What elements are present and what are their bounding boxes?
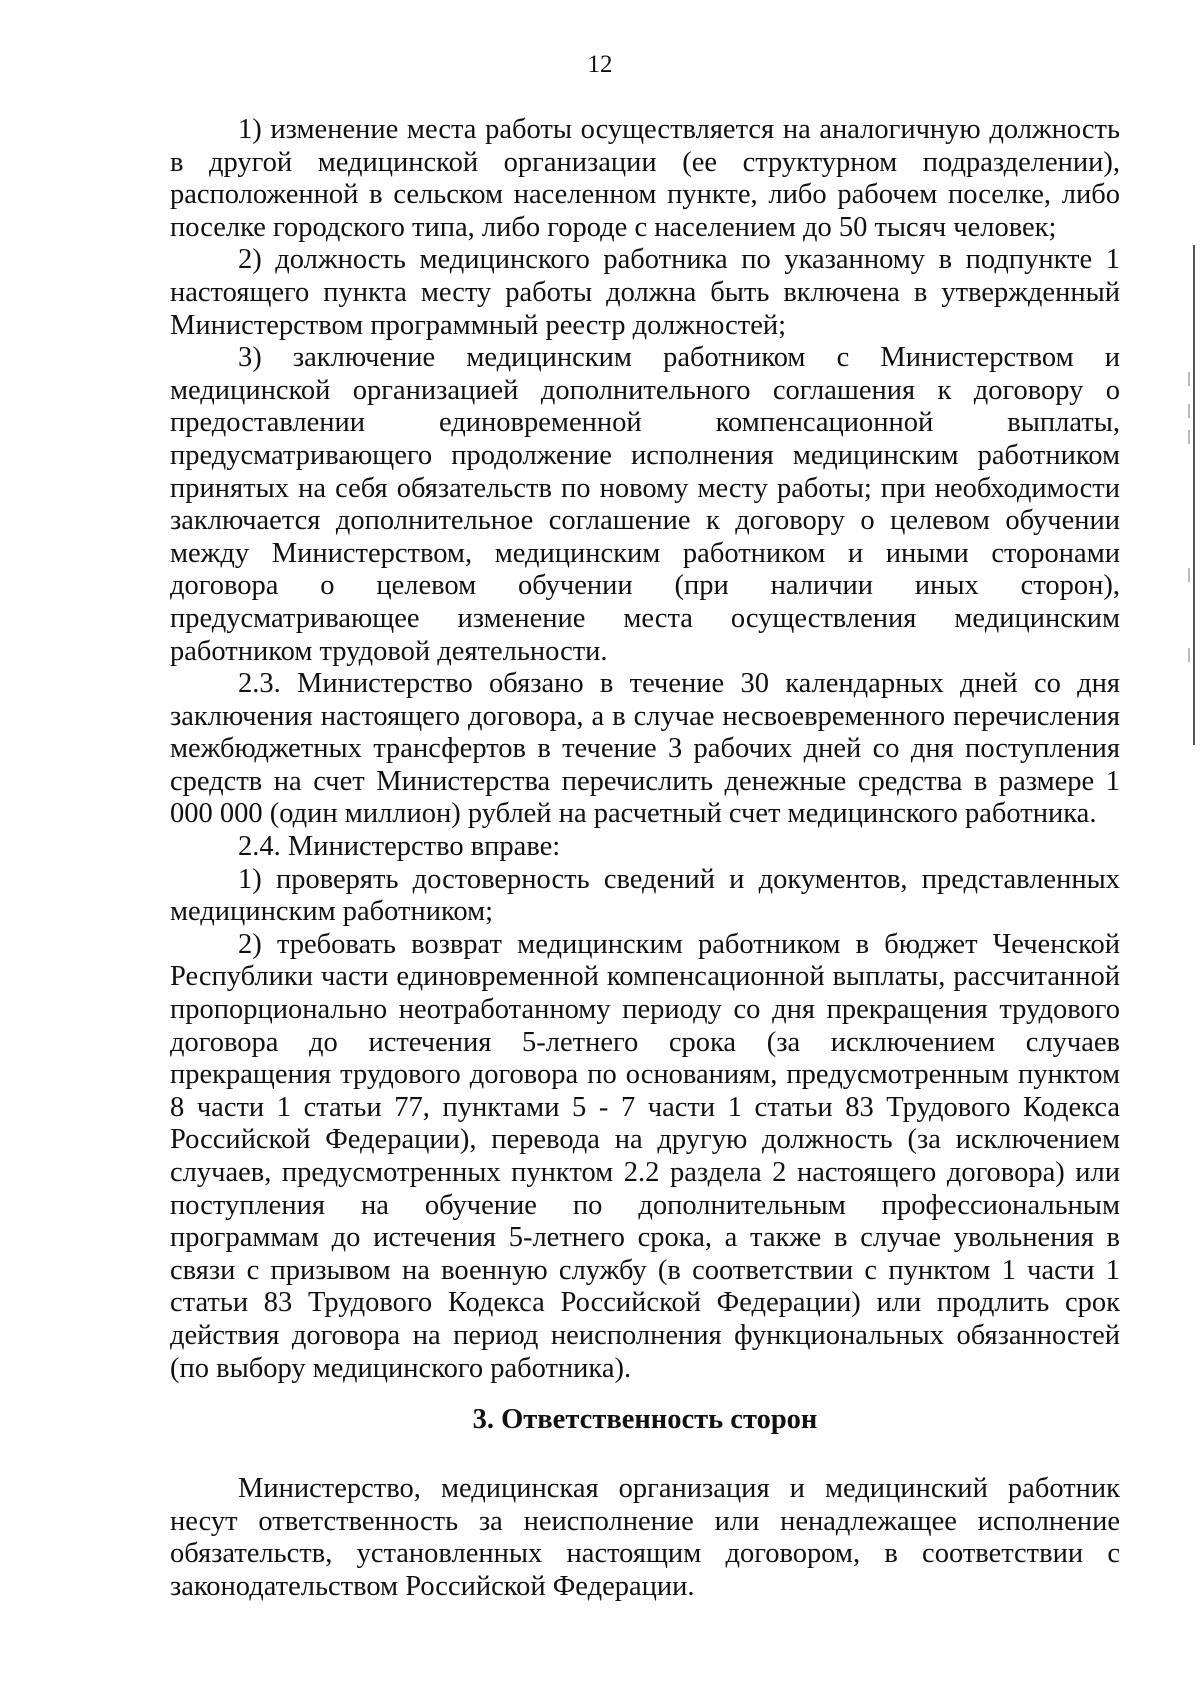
scan-artifact (1188, 648, 1190, 662)
paragraph-2-3: 2.3. Министерство обязано в течение 30 календарных дней со дня заключения настоящего договора, а в случае несвоевременного перечисления межбюджетных трансфертов в течение 3 рабочих дней со дня поступления средств на счет Министерства перечислить денежные средства в размере 1 000 000 (один миллион) рублей на расчетный счет медицинского работника. (170, 668, 1120, 830)
document-body (170, 114, 1120, 1385)
scan-artifact (1188, 404, 1190, 418)
scan-artifact (1188, 372, 1190, 386)
paragraph-2-2-item-3: 3) заключение медицинским работником с Министерством и медицинской организацией дополнительного соглашения к договору о предоставлении единовременной компенсационной выплаты, предусматривающего продолжение исполнения медицинским работником принятых на себя обязательств по новому месту работы; при необходимости заключается дополнительное соглашение к договору о целевом обучении между Министерством, медицинским работником и иными сторонами договора о целевом обучении (при наличии иных сторон), предусматривающее изменение места осуществления медицинским работником трудовой деятельности. (170, 342, 1120, 667)
paragraph-2-4-item-2: 2) требовать возврат медицинским работником в бюджет Чеченской Республики части единовременной компенсационной выплаты, рассчитанной пропорционально неотработанному периоду со дня прекращения трудового договора до истечения 5-летнего срока (за исключением случаев прекращения трудового договора по основаниям, предусмотренным пунктом 8 части 1 статьи 77, пунктами 5 - 7 части 1 статьи 83 Трудового Кодекса Российской Федерации), перевода на другую должность (за исключением случаев, предусмотренных пунктом 2.2 раздела 2 настоящего договора) или поступления на обучение по дополнительным профессиональным программам до истечения 5-летнего срока, а также в случае увольнения в связи с призывом на военную службу (в соответствии с пунктом 1 части 1 статьи 83 Трудового Кодекса Российской Федерации) или продлить срок действия договора на период неисполнения функциональных обязанностей (по выбору медицинского работника). (170, 928, 1120, 1384)
paragraph-3: Министерство, медицинская организация и медицинский работник несут ответственность за неисполнение или ненадлежащее исполнение обязательств, установленных настоящим договором, в соответствии с законодательством Российской Федерации. (170, 1473, 1120, 1602)
paragraph-2-4-item-1: 1) проверять достоверность сведений и документов, представленных медицинским работником; (170, 863, 1120, 928)
section-heading-responsibility: 3. Ответственность сторон (472, 1404, 818, 1435)
paragraph-2-4: 2.4. Министерство вправе: (238, 831, 561, 863)
page-number: 12 (587, 51, 613, 78)
scan-artifact (1188, 430, 1190, 444)
section-3-body (170, 1473, 1120, 1603)
paragraph-2-2-item-1: 1) изменение места работы осуществляется на аналогичную должность в другой медицинской организации (ее структурном подразделении), расположенной в сельском населенном пункте, либо рабочем поселке, либо поселке городского типа, либо городе с населением до 50 тысяч человек; (170, 114, 1120, 243)
scan-artifact (1188, 568, 1190, 582)
paragraph-2-2-item-2: 2) должность медицинского работника по указанному в подпункте 1 настоящего пункта месту работы должна быть включена в утвержденный Министерством программный реестр должностей; (170, 244, 1120, 341)
scan-edge-line (1193, 245, 1195, 745)
